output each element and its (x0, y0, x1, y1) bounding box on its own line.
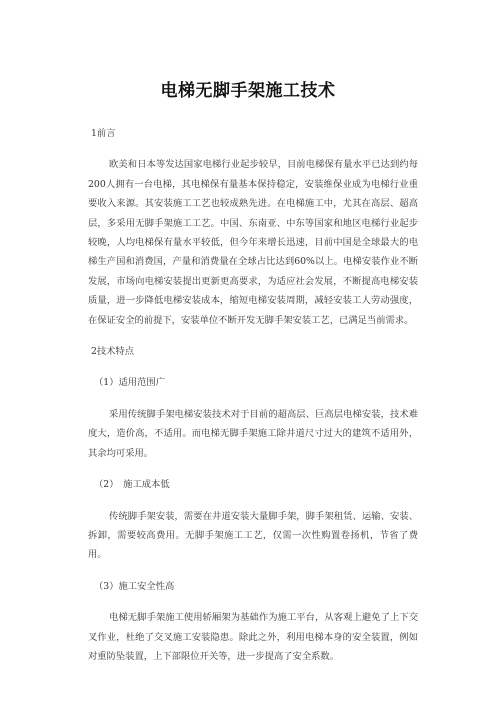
document-body (88, 124, 418, 678)
cost-paragraph: 传统脚手架安装，需要在井道安装大量脚手架，脚手架租赁、运输、安装、拆卸，需要较高费用。无脚手架施工工艺，仅需一次性购置卷扬机，节省了费用。 (88, 510, 418, 561)
foreword-paragraph: 欧美和日本等发达国家电梯行业起步较早，目前电梯保有量水平已达到约每200人拥有一台电梯，其电梯保有量基本保持稳定，安装维保业成为电梯行业重要收入来源。其安装施工工艺也较成熟先进。在电梯施工中，尤其在高层、超高层，多采用无脚手架施工工艺。中国、东南亚、中东等国家和地区电梯行业起步较晚，人均电梯保有量水平较低，但今年来增长迅速，目前中国是全球最大的电梯生产国和消费国，产量和消费量在全球占比达到60%以上。电梯安装作业不断发展，市场向电梯安装提出更新更高要求，为适应社会发展，不断提高电梯安装质量，进一步降低电梯安装成本，缩短电梯安装周期，减轻安装工人劳动强度，在保证安全的前提下，安装单位不断开发无脚手架安装工艺，已满足当前需求。 (88, 159, 418, 326)
subheading-scope: （1）适用范围广 (94, 377, 165, 389)
document-title: 电梯无脚手架施工技术 (160, 81, 336, 101)
section-heading-features: 2技术特点 (91, 346, 135, 358)
scope-paragraph: 采用传统脚手架电梯安装技术对于目前的超高层、巨高层电梯安装，技术难度大，造价高，不适用。而电梯无脚手架施工除井道尺寸过大的建筑不适用外，其余均可采用。 (88, 408, 418, 459)
subheading-cost: （2） 施工成本低 (94, 479, 170, 491)
safety-paragraph: 电梯无脚手架施工使用轿厢架为基础作为施工平台，从客观上避免了上下交叉作业，杜绝了交叉施工安装隐患。除此之外，利用电梯本身的安全装置，例如对重防坠装置，上下部限位开关等，进一步提高了安全系数。 (88, 612, 418, 662)
subheading-safety: （3）施工安全性高 (94, 580, 175, 592)
section-heading-foreword: 1前言 (91, 128, 116, 139)
